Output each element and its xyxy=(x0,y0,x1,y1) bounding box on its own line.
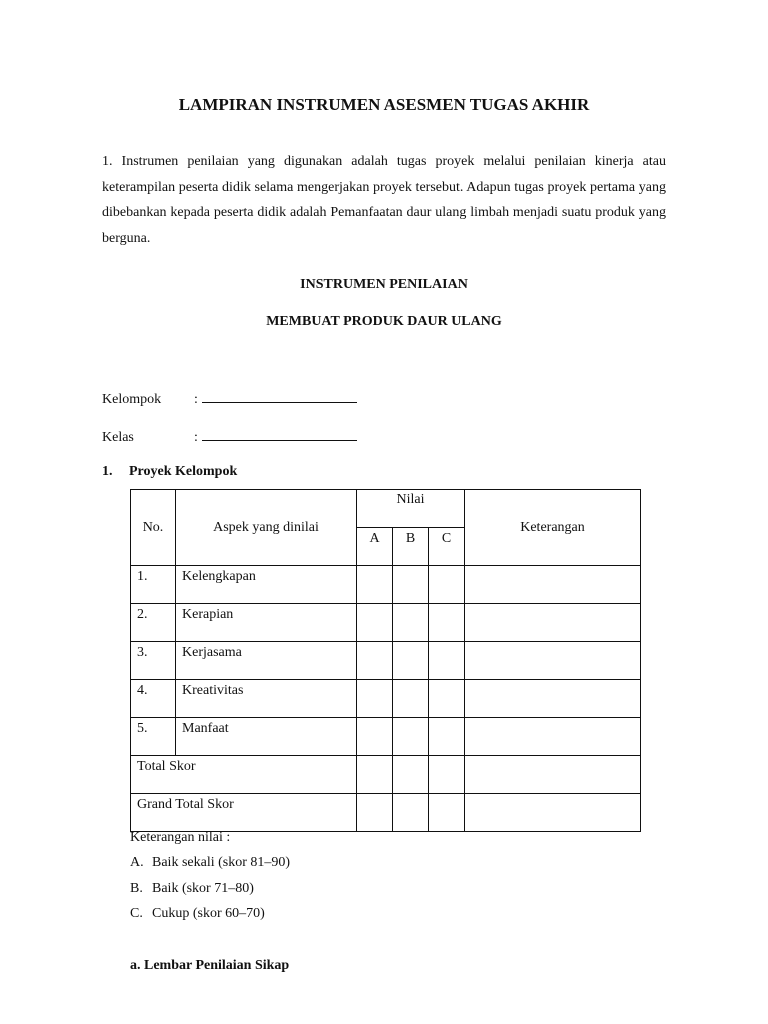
grade-text: Baik (skor 71–80) xyxy=(152,881,254,896)
table-row xyxy=(131,680,641,718)
grade-option xyxy=(130,855,290,871)
score-cell-c[interactable] xyxy=(429,680,465,718)
header-nilai xyxy=(357,490,465,528)
row-aspek xyxy=(176,566,357,604)
grade-option xyxy=(130,906,265,922)
table-row xyxy=(131,604,641,642)
subtitle-instrumen: INSTRUMEN PENILAIAN xyxy=(300,277,468,292)
header-keterangan: Keterangan xyxy=(465,490,641,566)
document-title: LAMPIRAN INSTRUMEN ASESMEN TUGAS AKHIR xyxy=(178,95,590,114)
grand-total-label: Grand Total Skor xyxy=(137,797,234,812)
row-no-text: 1. xyxy=(137,569,148,584)
row-aspek xyxy=(176,642,357,680)
total-row xyxy=(131,756,641,794)
grade-letter: C. xyxy=(130,906,143,921)
header-nilai-label: Nilai xyxy=(396,492,425,507)
keterangan-cell[interactable] xyxy=(465,566,641,604)
header-a-label: A xyxy=(369,531,380,546)
total-label: Total Skor xyxy=(137,759,196,774)
row-no xyxy=(131,718,176,756)
keterangan-cell[interactable] xyxy=(465,756,641,794)
section-a-heading: a. Lembar Penilaian Sikap xyxy=(130,958,290,973)
table-row xyxy=(131,718,641,756)
grand-total-label-cell xyxy=(131,794,357,832)
table-row xyxy=(131,642,641,680)
keterangan-cell[interactable] xyxy=(465,680,641,718)
score-cell-b[interactable] xyxy=(393,680,429,718)
score-cell-c[interactable] xyxy=(429,718,465,756)
score-cell-b[interactable] xyxy=(393,794,429,832)
score-cell-b[interactable] xyxy=(393,718,429,756)
total-label-cell xyxy=(131,756,357,794)
score-cell-c[interactable] xyxy=(429,756,465,794)
grade-option xyxy=(130,881,254,897)
section-heading xyxy=(102,464,237,480)
field-kelas xyxy=(102,426,357,446)
assessment-table xyxy=(130,489,641,832)
score-cell-a[interactable] xyxy=(357,794,393,832)
score-cell-a[interactable] xyxy=(357,642,393,680)
row-no xyxy=(131,566,176,604)
score-cell-c[interactable] xyxy=(429,566,465,604)
fill-line[interactable] xyxy=(202,426,357,441)
grand-total-row xyxy=(131,794,641,832)
section-title: Proyek Kelompok xyxy=(129,464,238,479)
section-number: 1. xyxy=(102,464,113,479)
field-label: Kelas xyxy=(102,430,134,445)
keterangan-cell[interactable] xyxy=(465,718,641,756)
row-aspek xyxy=(176,680,357,718)
grade-letter: B. xyxy=(130,881,143,896)
row-no xyxy=(131,642,176,680)
row-aspek-text: Kreativitas xyxy=(182,683,244,698)
row-no-text: 3. xyxy=(137,645,148,660)
row-aspek xyxy=(176,718,357,756)
row-aspek-text: Kerapian xyxy=(182,607,234,622)
row-no xyxy=(131,604,176,642)
row-aspek xyxy=(176,604,357,642)
header-aspek: Aspek yang dinilai xyxy=(176,490,357,566)
score-cell-b[interactable] xyxy=(393,604,429,642)
subtitle-produk: MEMBUAT PRODUK DAUR ULANG xyxy=(266,314,502,329)
row-no xyxy=(131,680,176,718)
score-cell-b[interactable] xyxy=(393,566,429,604)
score-cell-b[interactable] xyxy=(393,642,429,680)
field-kelompok xyxy=(102,388,357,408)
score-cell-a[interactable] xyxy=(357,718,393,756)
row-aspek-text: Manfaat xyxy=(182,721,229,736)
grade-text: Cukup (skor 60–70) xyxy=(152,906,265,921)
field-separator: : xyxy=(194,430,198,445)
keterangan-cell[interactable] xyxy=(465,794,641,832)
field-label: Kelompok xyxy=(102,392,162,407)
keterangan-cell[interactable] xyxy=(465,604,641,642)
score-cell-c[interactable] xyxy=(429,604,465,642)
fill-line[interactable] xyxy=(202,388,357,403)
header-a xyxy=(357,528,393,566)
header-no: No. xyxy=(131,490,176,566)
table-row xyxy=(131,566,641,604)
keterangan-nilai-label: Keterangan nilai : xyxy=(130,830,231,845)
score-cell-b[interactable] xyxy=(393,756,429,794)
header-b xyxy=(393,528,429,566)
keterangan-cell[interactable] xyxy=(465,642,641,680)
intro-paragraph: 1. Instrumen penilaian yang digunakan adalah tugas proyek melalui penilaian kinerja atau keterampilan peserta didik selama mengerjakan proyek tersebut. Adapun tugas proyek pertama yang dibebankan kepada peserta didik adalah Pemanfaatan daur ulang limbah menjadi suatu produk yang berguna. xyxy=(102,154,666,246)
row-no-text: 5. xyxy=(137,721,148,736)
score-cell-a[interactable] xyxy=(357,680,393,718)
grade-letter: A. xyxy=(130,855,144,870)
row-aspek-text: Kerjasama xyxy=(182,645,242,660)
header-c xyxy=(429,528,465,566)
row-no-text: 2. xyxy=(137,607,148,622)
score-cell-c[interactable] xyxy=(429,794,465,832)
score-cell-a[interactable] xyxy=(357,604,393,642)
row-no-text: 4. xyxy=(137,683,148,698)
score-cell-a[interactable] xyxy=(357,756,393,794)
row-aspek-text: Kelengkapan xyxy=(182,569,256,584)
score-cell-c[interactable] xyxy=(429,642,465,680)
field-separator: : xyxy=(194,392,198,407)
score-cell-a[interactable] xyxy=(357,566,393,604)
grade-text: Baik sekali (skor 81–90) xyxy=(152,855,291,870)
header-b-label: B xyxy=(405,531,416,546)
header-c-label: C xyxy=(441,531,452,546)
